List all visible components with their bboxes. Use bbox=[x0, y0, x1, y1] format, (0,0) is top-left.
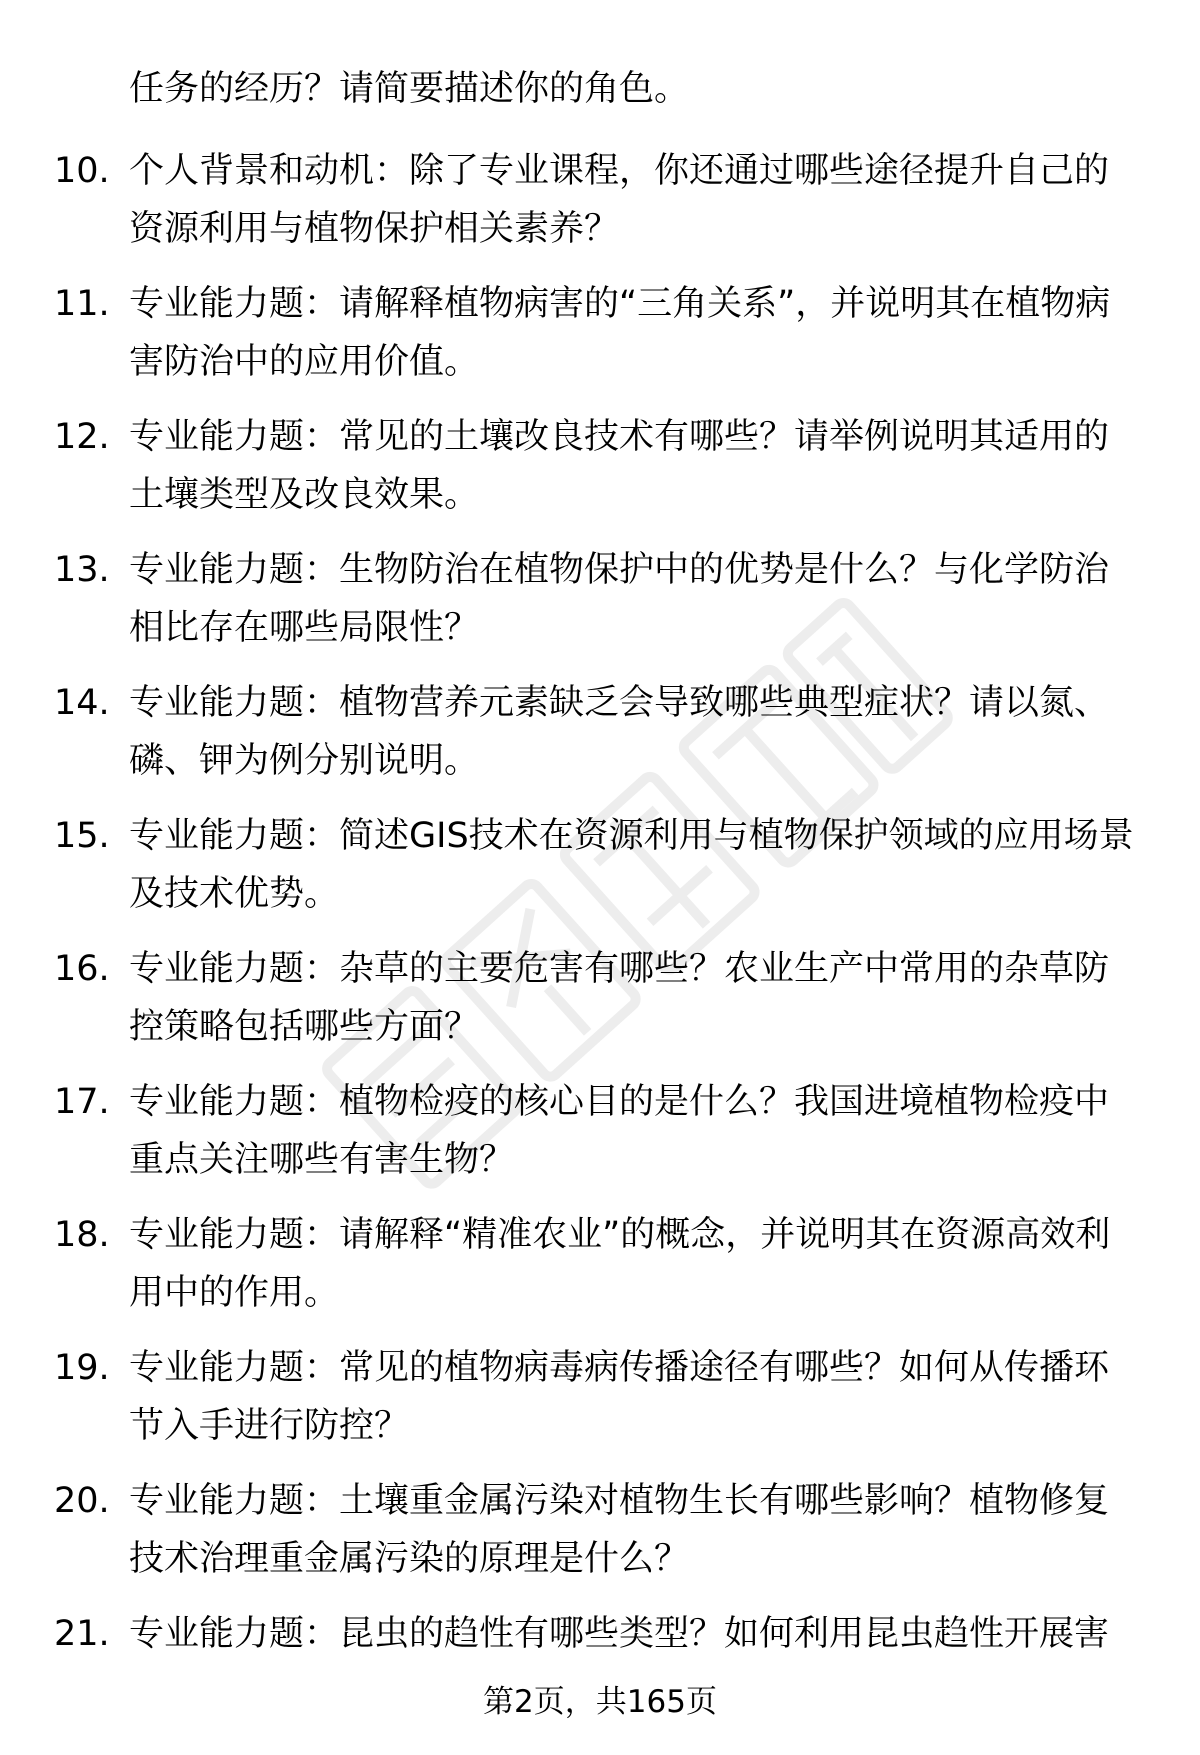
question-number: 18. bbox=[54, 1215, 110, 1255]
question-number: 16. bbox=[54, 949, 110, 989]
question-item bbox=[0, 940, 1200, 1073]
question-item bbox=[0, 1073, 1200, 1206]
question-text: 专业能力题：简述GIS技术在资源利用与植物保护领域的应用场景及技术优势。 bbox=[129, 816, 1134, 914]
question-item bbox=[0, 275, 1200, 408]
question-text: 专业能力题：杂草的主要危害有哪些？农业生产中常用的杂草防控策略包括哪些方面？ bbox=[129, 949, 1110, 1047]
question-text: 专业能力题：植物检疫的核心目的是什么？我国进境植物检疫中重点关注哪些有害生物？ bbox=[129, 1082, 1110, 1180]
question-text: 专业能力题：昆虫的趋性有哪些类型？如何利用昆虫趋性开展害 bbox=[129, 1614, 1110, 1654]
question-text: 个人背景和动机：除了专业课程，你还通过哪些途径提升自己的资源利用与植物保护相关素养？ bbox=[129, 151, 1110, 249]
question-list bbox=[0, 142, 1200, 1738]
question-number: 15. bbox=[54, 816, 110, 856]
continuation-text: 任务的经历？请简要描述你的角色。 bbox=[129, 69, 690, 109]
question-item bbox=[0, 1206, 1200, 1339]
question-number: 17. bbox=[54, 1082, 110, 1122]
question-number: 20. bbox=[54, 1481, 110, 1521]
question-text: 专业能力题：土壤重金属污染对植物生长有哪些影响？植物修复技术治理重金属污染的原理是什么？ bbox=[129, 1481, 1110, 1579]
question-text: 专业能力题：请解释“精准农业”的概念，并说明其在资源高效利用中的作用。 bbox=[129, 1215, 1111, 1313]
question-item bbox=[0, 408, 1200, 541]
question-text: 专业能力题：常见的植物病毒病传播途径有哪些？如何从传播环节入手进行防控？ bbox=[129, 1348, 1110, 1446]
question-number: 11. bbox=[54, 284, 110, 324]
question-item bbox=[0, 1339, 1200, 1472]
page-footer: 第2页，共165页 bbox=[483, 1684, 717, 1720]
question-text: 专业能力题：请解释植物病害的“三角关系”，并说明其在植物病害防治中的应用价值。 bbox=[129, 284, 1111, 382]
question-number: 12. bbox=[54, 417, 110, 457]
question-text: 专业能力题：植物营养元素缺乏会导致哪些典型症状？请以氮、磷、钾为例分别说明。 bbox=[129, 683, 1110, 781]
question-item bbox=[0, 807, 1200, 940]
question-item bbox=[0, 1472, 1200, 1605]
question-item bbox=[0, 674, 1200, 807]
question-number: 14. bbox=[54, 683, 110, 723]
question-number: 19. bbox=[54, 1348, 110, 1388]
question-number: 10. bbox=[54, 151, 110, 191]
question-item bbox=[0, 541, 1200, 674]
question-item bbox=[0, 142, 1200, 275]
question-number: 21. bbox=[54, 1614, 110, 1654]
question-text: 专业能力题：生物防治在植物保护中的优势是什么？与化学防治相比存在哪些局限性？ bbox=[129, 550, 1110, 648]
question-number: 13. bbox=[54, 550, 110, 590]
question-text: 专业能力题：常见的土壤改良技术有哪些？请举例说明其适用的土壤类型及改良效果。 bbox=[129, 417, 1110, 515]
